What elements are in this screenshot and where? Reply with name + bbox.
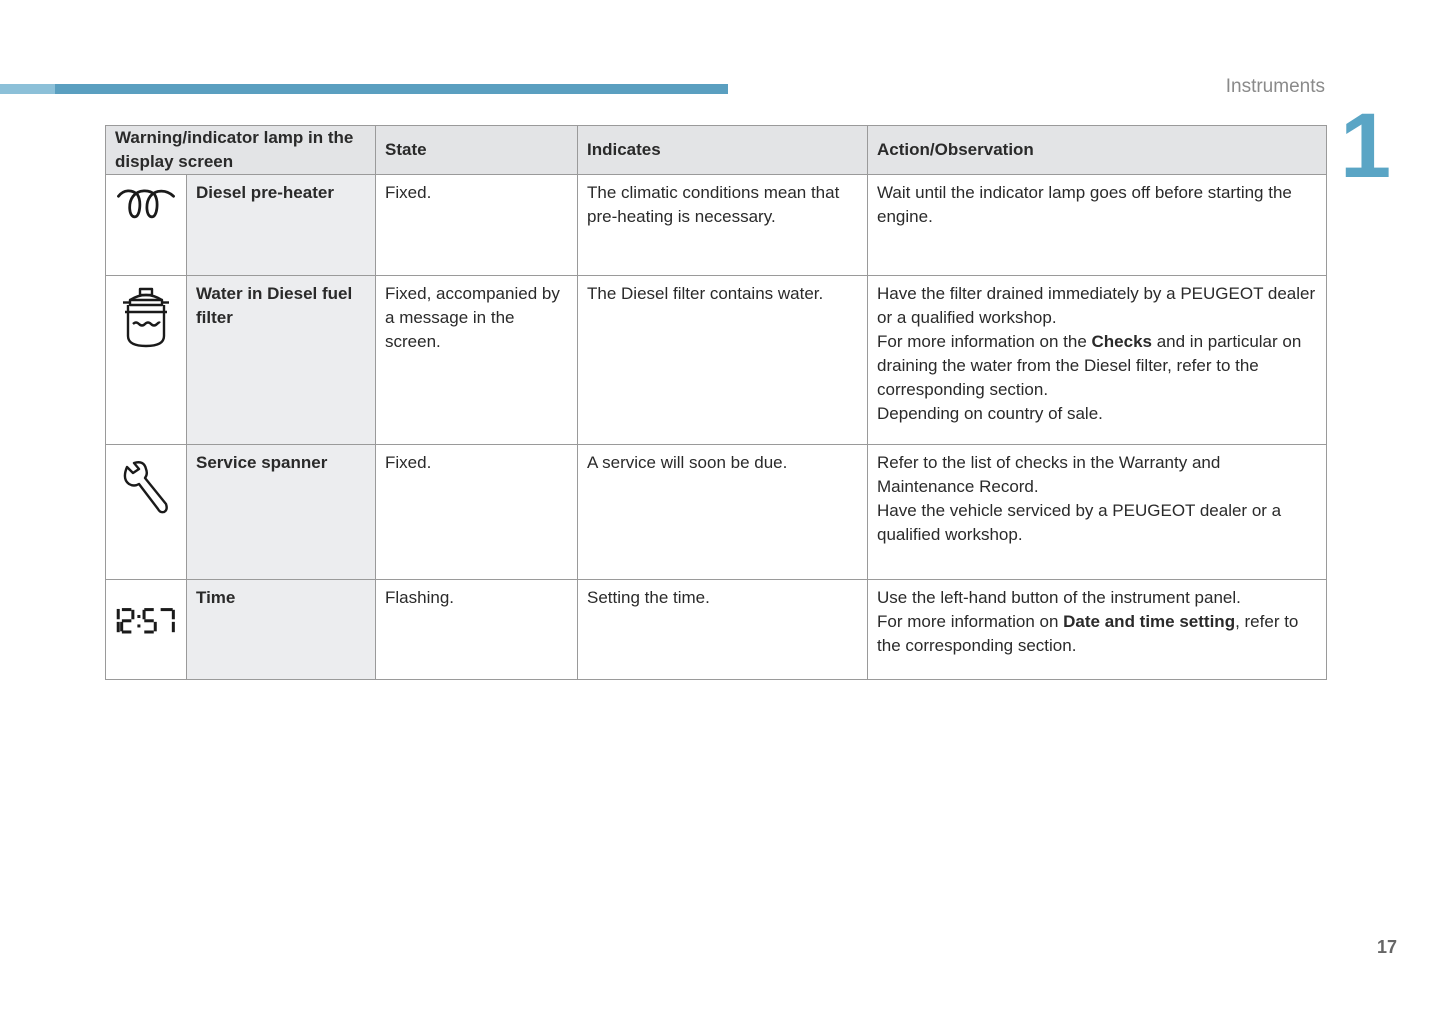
bold-text: Checks (1091, 332, 1152, 351)
table-header-row (106, 126, 1327, 175)
indicates-cell: The Diesel filter contains water. (578, 276, 868, 445)
text-run: Have the vehicle serviced by a PEUGEOT dealer or a qualified workshop. (877, 501, 1282, 544)
action-paragraph (877, 282, 1317, 330)
lamp-name: Service spanner (187, 445, 376, 580)
action-paragraph (877, 402, 1317, 426)
lamp-name: Diesel pre-heater (187, 175, 376, 276)
service-spanner-icon (115, 457, 177, 519)
icon-cell (106, 445, 187, 580)
lamp-name: Time (187, 580, 376, 680)
action-paragraph (877, 610, 1317, 658)
column-header-indicates: Indicates (578, 126, 868, 175)
icon-cell (106, 175, 187, 276)
action-cell (868, 276, 1327, 445)
table-row (106, 276, 1327, 445)
clock-display-icon (115, 604, 177, 638)
text-run: Wait until the indicator lamp goes off before starting the engine. (877, 183, 1292, 226)
page-number: 17 (1376, 937, 1397, 957)
table-row (106, 580, 1327, 680)
warning-lamp-table (105, 125, 1327, 680)
action-cell (868, 445, 1327, 580)
action-paragraph (877, 181, 1317, 229)
state-cell: Flashing. (376, 580, 578, 680)
action-cell (868, 580, 1327, 680)
action-paragraph (877, 586, 1317, 610)
header-accent-bar (0, 84, 728, 94)
icon-cell (106, 580, 187, 680)
text-run: Use the left-hand button of the instrument panel. (877, 588, 1241, 607)
action-paragraph (877, 499, 1317, 547)
indicates-cell: Setting the time. (578, 580, 868, 680)
indicates-cell: The climatic conditions mean that pre-heating is necessary. (578, 175, 868, 276)
water-in-fuel-filter-icon (115, 286, 177, 350)
text-run: , refer to the corresponding section. (877, 612, 1299, 655)
text-run: Depending on country of sale. (877, 404, 1103, 423)
state-cell: Fixed. (376, 445, 578, 580)
text-run: Have the filter drained immediately by a PEUGEOT dealer or a qualified workshop. (877, 284, 1316, 327)
text-run: For more information on the (877, 332, 1092, 351)
header-accent-bar-light (0, 84, 55, 94)
column-header-action: Action/Observation (868, 126, 1327, 175)
chapter-number: 1 (1340, 95, 1392, 197)
column-header-state: State (376, 126, 578, 175)
text-run: For more information on (877, 612, 1064, 631)
table-row (106, 175, 1327, 276)
action-paragraph (877, 330, 1317, 402)
text-run: and in particular on draining the water from the Diesel filter, refer to the corresponding section. (877, 332, 1302, 399)
action-paragraph (877, 451, 1317, 499)
column-header-lamp: Warning/indicator lamp in the display screen (106, 126, 376, 175)
bold-text: Date and time setting (1063, 612, 1236, 631)
lamp-name: Water in Diesel fuel filter (187, 276, 376, 445)
icon-cell (106, 276, 187, 445)
action-cell (868, 175, 1327, 276)
text-run: Refer to the list of checks in the Warranty and Maintenance Record. (877, 453, 1221, 496)
section-title: Instruments (1225, 76, 1325, 97)
diesel-preheater-coil-icon (115, 181, 177, 227)
indicates-cell: A service will soon be due. (578, 445, 868, 580)
table-row (106, 445, 1327, 580)
state-cell: Fixed, accompanied by a message in the screen. (376, 276, 578, 445)
state-cell: Fixed. (376, 175, 578, 276)
